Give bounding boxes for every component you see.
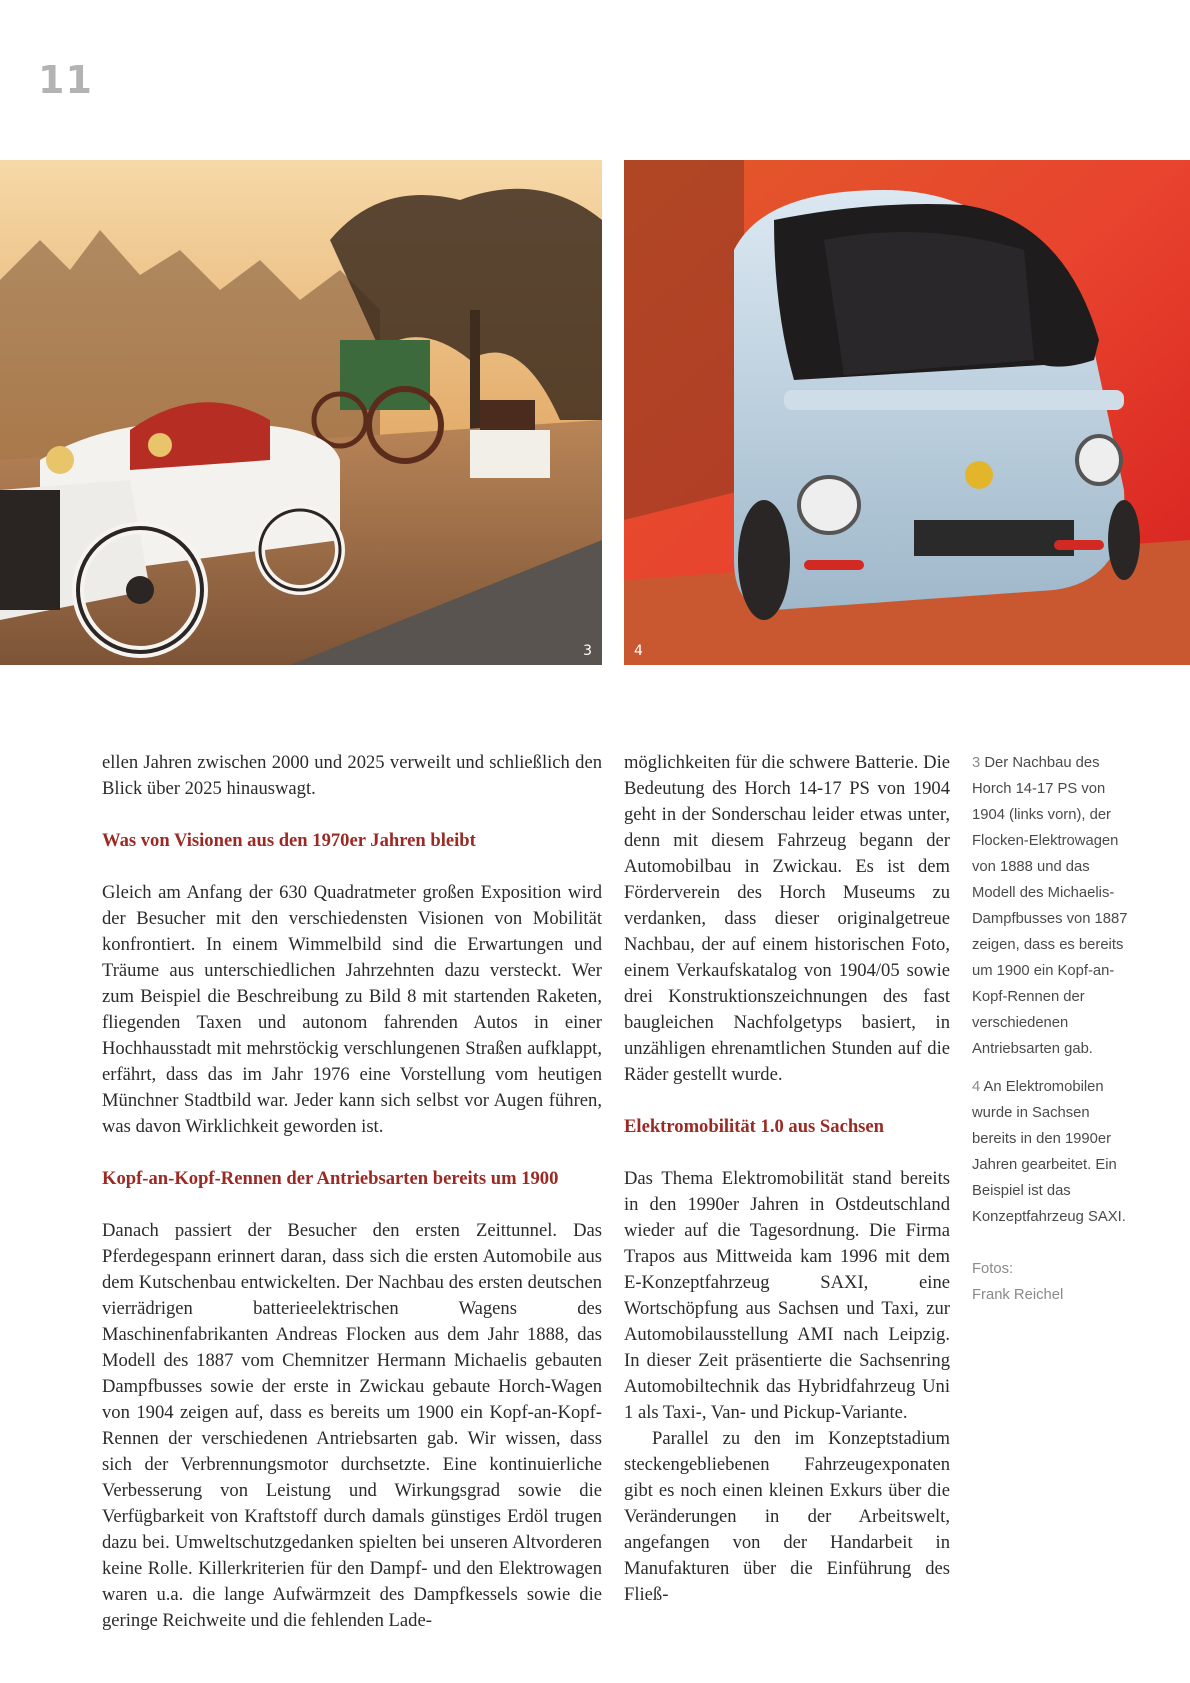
body-paragraph: möglichkeiten für die schwere Batterie. Die Bedeutung des Horch 14-17 PS von 1904 geht in der Sonderschau leider etwas unter, denn mit diesem Fahrzeug begann der Automobilbau in Zwickau. Es ist dem Förderverein des Horch Museums zu verdanken, dass dieser originalgetreue Nachbau, der auf einem historischen Foto, einem Verkaufskatalog von 1904/05 sowie drei Konstruktionszeichnungen des fast baugleichen Nachfolgetyps basiert, in unzähligen ehrenamtlichen Stunden auf die Räder gestellt wurde. (624, 752, 950, 1085)
section-heading-drive-race: Kopf-an-Kopf-Rennen der Antriebsarten bereits um 1900 (102, 1168, 559, 1189)
body-paragraph: Gleich am Anfang der 630 Quadratmeter großen Exposition wird der Besucher mit den verschiedensten Visionen von Mobilität konfrontiert. In einem Wimmelbild sind die Erwartungen und Träume aus unterschiedlichen Jahrzehnten dazu versteckt. Wer zum Beispiel die Beschreibung zu Bild 8 mit startenden Raketen, fliegenden Taxen und autonom fahrenden Autos in einer Hochhausstadt mit mehrstöckig verschlungenen Straßen aufklappt, erfährt, dass das im Jahr 1976 eine Vorstellung vom heutigen Münchner Stadtbild war. Jeder kann sich selbst vor Augen führen, was davon Wirklichkeit geworden ist. (102, 882, 602, 1137)
section-heading-electromobility: Elektromobilität 1.0 aus Sachsen (624, 1116, 884, 1137)
photo-number-3: 3 (583, 643, 592, 659)
photo-credit (972, 1256, 1132, 1308)
credit-name: Frank Reichel (972, 1287, 1064, 1303)
caption-text: An Elektromobilen wurde in Sachsen bereits in den 1990er Jahren gearbeitet. Ein Beispiel ist das Konzeptfahrzeug SAXI. (972, 1079, 1126, 1225)
caption-text: Der Nachbau des Horch 14-17 PS von 1904 (links vorn), der Flocken-Elektrowagen von 1888 und das Modell des Michaelis-Dampfbusses von 1887 zeigen, dass es bereits um 1900 ein Kopf-an-Kopf-Rennen der verschiedenen Antriebsarten gab. (972, 755, 1128, 1057)
photo-saxi-car (624, 160, 1190, 665)
caption-number: 4 (972, 1079, 981, 1095)
photo-number-4: 4 (634, 643, 643, 659)
body-paragraph: Das Thema Elektromobilität stand bereits in den 1990er Jahren in Ostdeutschland wieder auf die Tagesordnung. Die Firma Trapos aus Mittweida kam 1996 mit dem E-Konzeptfahrzeug SAXI, eine Wortschöpfung aus Sachsen und Taxi, zur Automobilausstellung AMI nach Leipzig. In dieser Zeit präsentierte die Sachsenring Automobiltechnik das Hybridfahrzeug Uni 1 als Taxi-, Van- und Pickup-Variante. (624, 1168, 950, 1423)
photo-vintage-cars (0, 160, 602, 665)
saxi-car-illustration (624, 160, 1190, 665)
caption-sidebar (972, 750, 1132, 1320)
caption-3 (972, 750, 1132, 1062)
caption-number: 3 (972, 755, 981, 771)
intro-paragraph: ellen Jahren zwischen 2000 und 2025 verweilt und schließlich den Blick über 2025 hinauswagt. (102, 752, 602, 799)
page-number: 11 (38, 58, 93, 102)
caption-4 (972, 1074, 1132, 1230)
body-paragraph: Danach passiert der Besucher den ersten Zeittunnel. Das Pferdegespann erinnert daran, dass sich die ersten Automobile aus dem Kutschenbau entwickelten. Der Nachbau des ersten deutschen vierrädrigen batterieelektrischen Wagens des Maschinenfabrikanten Andreas Flocken aus dem Jahr 1888, das Modell des 1887 vom Chemnitzer Hermann Michaelis gebauten Dampfbusses sowie der erste in Zwickau gebaute Horch-Wagen von 1904 zeigen auf, dass es bereits um 1900 ein Kopf-an-Kopf-Rennen der verschiedenen Antriebsarten gab. Wir wissen, dass sich der Verbrennungsmotor durchsetzte. Eine kontinuierliche Verbesserung von Leistung und Wirkungsgrad sowie die Verfügbarkeit von Kraftstoff durch damals günstiges Erdöl trugen dazu bei. Umweltschutzgedanken spielten bei unseren Altvorderen keine Rolle. Killerkriterien für den Dampf- und den Elektrowagen waren u.a. die lange Aufwärmzeit des Dampfkessels sowie die geringe Reichweite und die fehlenden Lade- (102, 1220, 602, 1631)
credit-label: Fotos: (972, 1261, 1014, 1277)
text-column-2 (624, 750, 950, 1608)
text-column-1 (102, 750, 602, 1634)
body-paragraph: Parallel zu den im Konzeptstadium steckengebliebenen Fahrzeugexponaten gibt es noch einen kleinen Exkurs über die Veränderungen in der Arbeitswelt, angefangen von der Handarbeit in Manufakturen über die Einführung des Fließ- (624, 1428, 950, 1605)
section-heading-visions: Was von Visionen aus den 1970er Jahren bleibt (102, 830, 476, 851)
vintage-cars-illustration (0, 160, 602, 665)
